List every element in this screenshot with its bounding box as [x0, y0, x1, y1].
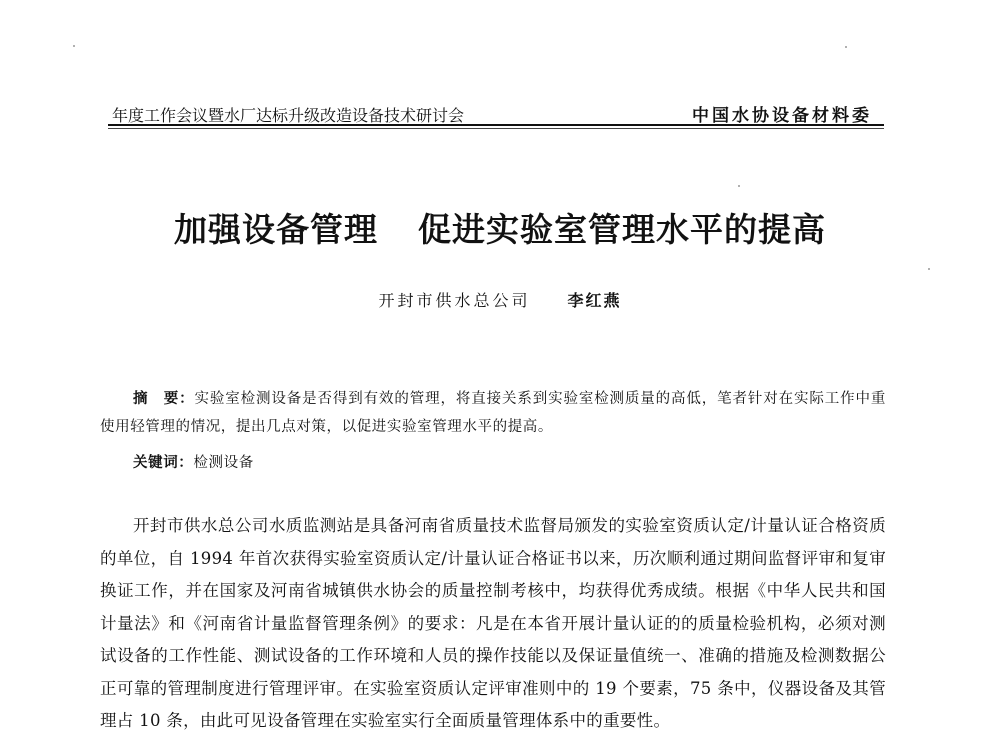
author-organization: 开封市供水总公司	[378, 291, 531, 310]
paper-title	[0, 204, 1000, 251]
header-rule-thin	[108, 128, 884, 129]
abstract	[100, 385, 886, 441]
keywords-text: 检测设备	[193, 455, 254, 471]
body-paragraph-1: 开封市供水总公司水质监测站是具备河南省质量技术监督局颁发的实验室资质认定/计量认证合格资质的单位，自 1994 年首次获得实验室资质认定/计量认证合格证书以来，历次顺利通过期间监督评审和复审换证工作，并在国家及河南省城镇供水协会的质量控制考核中，均获得优秀成绩。根据《中华人民共和国计量法》和《河南省计量监督管理条例》的要求：凡是在本省开展计量认证的的质量检验机构，必须对测试设备的工作性能、测试设备的工作环境和人员的操作技能以及保证量值统一、准确的措施及检测数据公正可靠的管理制度进行管理评审。在实验室资质认定评审准则中的 19 个要素，75 条中，仪器设备及其管理占 10 条，由此可见设备管理在实验室实行全面质量管理体系中的重要性。	[100, 516, 886, 730]
header-rule	[108, 124, 884, 126]
author-name: 李红燕	[567, 291, 622, 310]
running-header-conference: 年度工作会议暨水厂达标升级改造设备技术研讨会	[112, 106, 465, 125]
title-part-1: 加强设备管理	[174, 210, 378, 249]
scan-speck	[928, 268, 930, 270]
title-part-2: 促进实验室管理水平的提高	[418, 210, 826, 249]
abstract-label: 摘 要：	[133, 390, 195, 407]
keywords-label: 关键词：	[133, 454, 194, 471]
scan-speck	[738, 185, 740, 187]
running-header-committee: 中国水协设备材料委	[692, 106, 872, 126]
abstract-text: 实验室检测设备是否得到有效的管理，将直接关系到实验室检测质量的高低，笔者针对在实际工作中重使用轻管理的情况，提出几点对策，以促进实验室管理水平的提高。	[100, 391, 886, 435]
scan-speck	[73, 45, 75, 47]
keywords	[133, 451, 254, 472]
author-line	[0, 288, 1000, 311]
scan-speck	[845, 46, 847, 48]
